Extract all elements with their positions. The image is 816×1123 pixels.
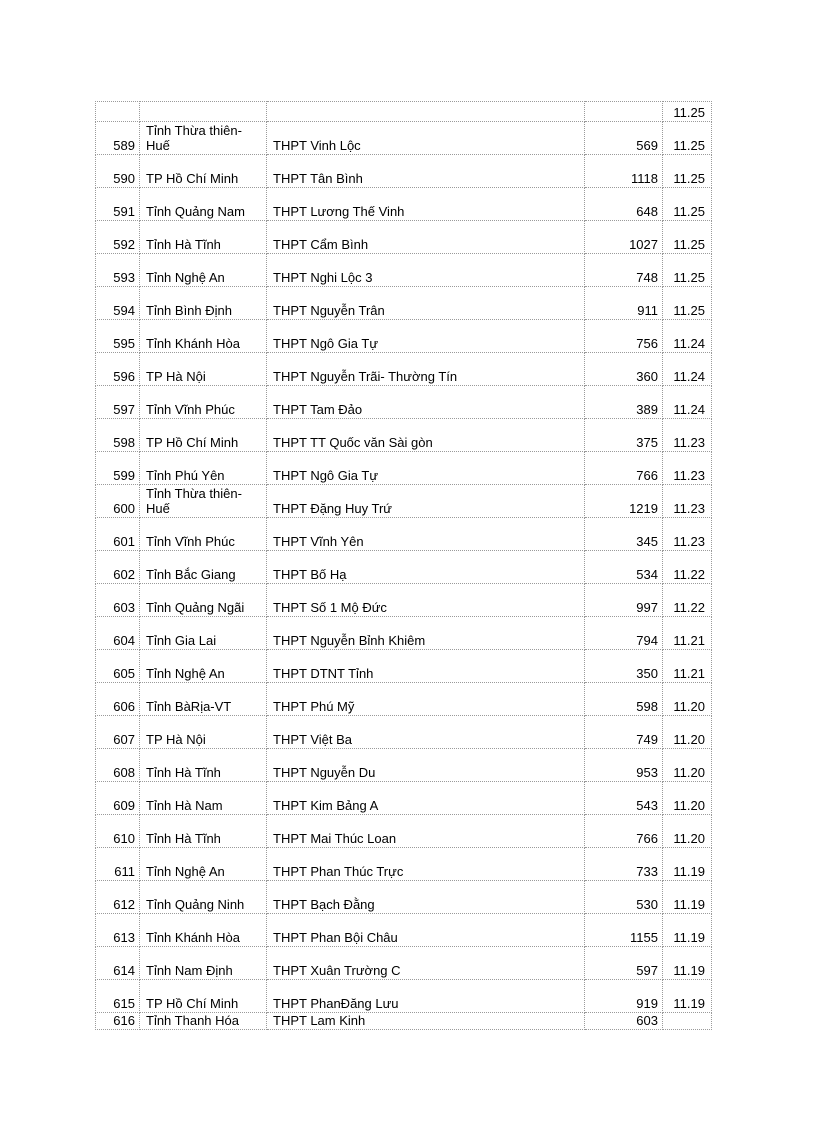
province-cell (140, 287, 267, 320)
count-cell: 766 (585, 815, 663, 848)
province-cell (140, 122, 267, 155)
province-label: Tỉnh Vĩnh Phúc (146, 534, 235, 549)
province-cell (140, 221, 267, 254)
province-label: Tỉnh Hà Tĩnh (146, 237, 221, 252)
count-cell: 919 (585, 980, 663, 1013)
province-label: Tỉnh Quảng Ngãi (146, 600, 245, 615)
count-cell: 598 (585, 683, 663, 716)
province-cell (140, 650, 267, 683)
province-label: Tỉnh Quảng Ninh (146, 897, 245, 912)
row-number-cell: 612 (96, 881, 140, 914)
table-row (96, 452, 712, 485)
table-row (96, 914, 712, 947)
province-cell (140, 1013, 267, 1030)
row-number-cell: 598 (96, 419, 140, 452)
school-cell: THPT PhanĐăng Lưu (267, 980, 585, 1013)
province-cell (140, 815, 267, 848)
province-label: Tỉnh Hà Nam (146, 798, 223, 813)
table-row (96, 749, 712, 782)
province-cell (140, 848, 267, 881)
table-row (96, 815, 712, 848)
table-row (96, 947, 712, 980)
province-label: Tỉnh Khánh Hòa (146, 336, 240, 351)
province-cell (140, 914, 267, 947)
province-label: Tỉnh Khánh Hòa (146, 930, 240, 945)
row-number-cell: 599 (96, 452, 140, 485)
score-cell: 11.22 (663, 551, 712, 584)
score-cell: 11.19 (663, 848, 712, 881)
row-number-cell: 607 (96, 716, 140, 749)
school-cell: THPT Phan Thúc Trực (267, 848, 585, 881)
school-cell: THPT Nghi Lộc 3 (267, 254, 585, 287)
province-label: Tỉnh Nghệ An (146, 666, 225, 681)
count-cell: 911 (585, 287, 663, 320)
table-row (96, 485, 712, 518)
school-cell: THPT Vĩnh Yên (267, 518, 585, 551)
row-number-cell: 590 (96, 155, 140, 188)
row-number-cell: 614 (96, 947, 140, 980)
school-cell: THPT Việt Ba (267, 716, 585, 749)
province-cell (140, 320, 267, 353)
count-cell (585, 102, 663, 122)
score-cell: 11.20 (663, 683, 712, 716)
row-number-cell: 611 (96, 848, 140, 881)
table-row (96, 122, 712, 155)
row-number-cell: 594 (96, 287, 140, 320)
count-cell: 389 (585, 386, 663, 419)
province-label: Tỉnh Bình Định (146, 303, 232, 318)
province-cell (140, 551, 267, 584)
count-cell: 794 (585, 617, 663, 650)
count-cell: 756 (585, 320, 663, 353)
province-label: Tỉnh Phú Yên (146, 468, 225, 483)
score-cell: 11.25 (663, 155, 712, 188)
province-label: Tỉnh Gia Lai (146, 633, 217, 648)
count-cell: 997 (585, 584, 663, 617)
school-cell: THPT Vinh Lộc (267, 122, 585, 155)
count-cell: 534 (585, 551, 663, 584)
province-cell (140, 518, 267, 551)
table-row (96, 881, 712, 914)
count-cell: 953 (585, 749, 663, 782)
school-ranking-table (95, 101, 712, 1030)
row-number-cell: 608 (96, 749, 140, 782)
score-cell: 11.20 (663, 749, 712, 782)
count-cell: 748 (585, 254, 663, 287)
table-row (96, 188, 712, 221)
row-number-cell: 615 (96, 980, 140, 1013)
row-number-cell: 600 (96, 485, 140, 518)
province-label: Tỉnh Nghệ An (146, 864, 225, 879)
score-cell: 11.24 (663, 320, 712, 353)
table-row (96, 650, 712, 683)
province-cell (140, 716, 267, 749)
table-row (96, 617, 712, 650)
province-label: Tỉnh BàRịa-VT (146, 699, 232, 714)
row-number-cell: 613 (96, 914, 140, 947)
province-label: TP Hồ Chí Minh (146, 996, 239, 1011)
school-cell: THPT Nguyễn Bỉnh Khiêm (267, 617, 585, 650)
score-cell: 11.25 (663, 188, 712, 221)
province-cell (140, 881, 267, 914)
province-label: Tỉnh Bắc Giang (146, 567, 236, 582)
count-cell: 375 (585, 419, 663, 452)
count-cell: 749 (585, 716, 663, 749)
table-row (96, 221, 712, 254)
school-cell: THPT Đặng Huy Trứ (267, 485, 585, 518)
school-cell: THPT Lam Kinh (267, 1013, 585, 1030)
province-label: Tỉnh Thừa thiên-Huế (146, 123, 242, 153)
school-cell: THPT Ngô Gia Tự (267, 320, 585, 353)
row-number-cell: 604 (96, 617, 140, 650)
row-number-cell: 597 (96, 386, 140, 419)
province-cell (140, 188, 267, 221)
province-cell (140, 749, 267, 782)
school-cell: THPT Cẩm Bình (267, 221, 585, 254)
row-number-cell: 603 (96, 584, 140, 617)
province-cell (140, 485, 267, 518)
table-row (96, 254, 712, 287)
score-cell: 11.19 (663, 881, 712, 914)
score-cell: 11.24 (663, 386, 712, 419)
province-cell (140, 683, 267, 716)
score-cell: 11.21 (663, 617, 712, 650)
province-cell (140, 584, 267, 617)
province-cell (140, 386, 267, 419)
score-cell: 11.22 (663, 584, 712, 617)
score-cell: 11.25 (663, 287, 712, 320)
row-number-cell: 589 (96, 122, 140, 155)
table-row (96, 848, 712, 881)
school-cell: THPT TT Quốc văn Sài gòn (267, 419, 585, 452)
table-row (96, 353, 712, 386)
school-cell: THPT DTNT Tỉnh (267, 650, 585, 683)
count-cell: 597 (585, 947, 663, 980)
table-row (96, 320, 712, 353)
province-label: TP Hồ Chí Minh (146, 435, 239, 450)
table-row (96, 155, 712, 188)
province-label: Tỉnh Hà Tĩnh (146, 831, 221, 846)
province-label: TP Hà Nội (146, 369, 206, 384)
province-label: Tỉnh Hà Tĩnh (146, 765, 221, 780)
row-number-cell: 595 (96, 320, 140, 353)
province-cell (140, 353, 267, 386)
count-cell: 350 (585, 650, 663, 683)
school-cell: THPT Nguyễn Du (267, 749, 585, 782)
province-cell (140, 254, 267, 287)
table-row (96, 1013, 712, 1030)
school-cell: THPT Xuân Trường C (267, 947, 585, 980)
province-label: Tỉnh Nghệ An (146, 270, 225, 285)
school-cell: THPT Nguyễn Trân (267, 287, 585, 320)
row-number-cell: 593 (96, 254, 140, 287)
table-row (96, 980, 712, 1013)
province-label: TP Hồ Chí Minh (146, 171, 239, 186)
table-row (96, 716, 712, 749)
province-label: TP Hà Nội (146, 732, 206, 747)
row-number-cell: 605 (96, 650, 140, 683)
score-cell: 11.25 (663, 122, 712, 155)
province-cell (140, 980, 267, 1013)
score-cell: 11.23 (663, 419, 712, 452)
score-cell: 11.25 (663, 102, 712, 122)
count-cell: 530 (585, 881, 663, 914)
table-row (96, 102, 712, 122)
table-row (96, 782, 712, 815)
province-cell (140, 452, 267, 485)
province-label: Tỉnh Vĩnh Phúc (146, 402, 235, 417)
score-cell: 11.20 (663, 782, 712, 815)
count-cell: 1027 (585, 221, 663, 254)
score-cell: 11.23 (663, 485, 712, 518)
score-cell: 11.25 (663, 254, 712, 287)
province-label: Tỉnh Thanh Hóa (146, 1013, 239, 1028)
row-number-cell: 591 (96, 188, 140, 221)
row-number-cell: 606 (96, 683, 140, 716)
row-number-cell: 609 (96, 782, 140, 815)
count-cell: 1118 (585, 155, 663, 188)
score-cell: 11.19 (663, 980, 712, 1013)
school-cell: THPT Tam Đảo (267, 386, 585, 419)
score-cell: 11.23 (663, 452, 712, 485)
table-row (96, 683, 712, 716)
score-cell: 11.20 (663, 716, 712, 749)
table-row (96, 584, 712, 617)
province-label: Tỉnh Nam Định (146, 963, 233, 978)
count-cell: 648 (585, 188, 663, 221)
row-number-cell: 592 (96, 221, 140, 254)
province-cell (140, 782, 267, 815)
province-label: Tỉnh Quảng Nam (146, 204, 245, 219)
school-cell: THPT Kim Bảng A (267, 782, 585, 815)
school-cell: THPT Tân Bình (267, 155, 585, 188)
score-cell: 11.19 (663, 914, 712, 947)
school-cell: THPT Ngô Gia Tự (267, 452, 585, 485)
school-cell: THPT Mai Thúc Loan (267, 815, 585, 848)
school-cell (267, 102, 585, 122)
count-cell: 733 (585, 848, 663, 881)
row-number-cell: 601 (96, 518, 140, 551)
row-number-cell: 602 (96, 551, 140, 584)
province-label: Tỉnh Thừa thiên-Huế (146, 486, 242, 516)
count-cell: 360 (585, 353, 663, 386)
school-cell: THPT Phan Bội Châu (267, 914, 585, 947)
row-number-cell (96, 102, 140, 122)
school-cell: THPT Bố Hạ (267, 551, 585, 584)
count-cell: 345 (585, 518, 663, 551)
table-row (96, 419, 712, 452)
table-body (96, 102, 712, 1030)
school-cell: THPT Lương Thế Vinh (267, 188, 585, 221)
province-cell (140, 155, 267, 188)
row-number-cell: 616 (96, 1013, 140, 1030)
count-cell: 766 (585, 452, 663, 485)
table-row (96, 287, 712, 320)
count-cell: 543 (585, 782, 663, 815)
row-number-cell: 610 (96, 815, 140, 848)
school-cell: THPT Số 1 Mộ Đức (267, 584, 585, 617)
province-cell (140, 947, 267, 980)
score-cell: 11.23 (663, 518, 712, 551)
school-cell: THPT Phú Mỹ (267, 683, 585, 716)
table-row (96, 386, 712, 419)
score-cell: 11.24 (663, 353, 712, 386)
school-cell: THPT Nguyễn Trãi- Thường Tín (267, 353, 585, 386)
table-row (96, 551, 712, 584)
score-cell: 11.20 (663, 815, 712, 848)
province-cell (140, 617, 267, 650)
score-cell: 11.21 (663, 650, 712, 683)
count-cell: 569 (585, 122, 663, 155)
row-number-cell: 596 (96, 353, 140, 386)
count-cell: 1219 (585, 485, 663, 518)
school-cell: THPT Bạch Đằng (267, 881, 585, 914)
province-cell (140, 419, 267, 452)
province-cell (140, 102, 267, 122)
score-cell: 11.19 (663, 947, 712, 980)
score-cell (663, 1013, 712, 1030)
count-cell: 1155 (585, 914, 663, 947)
score-cell: 11.25 (663, 221, 712, 254)
table-row (96, 518, 712, 551)
count-cell: 603 (585, 1013, 663, 1030)
